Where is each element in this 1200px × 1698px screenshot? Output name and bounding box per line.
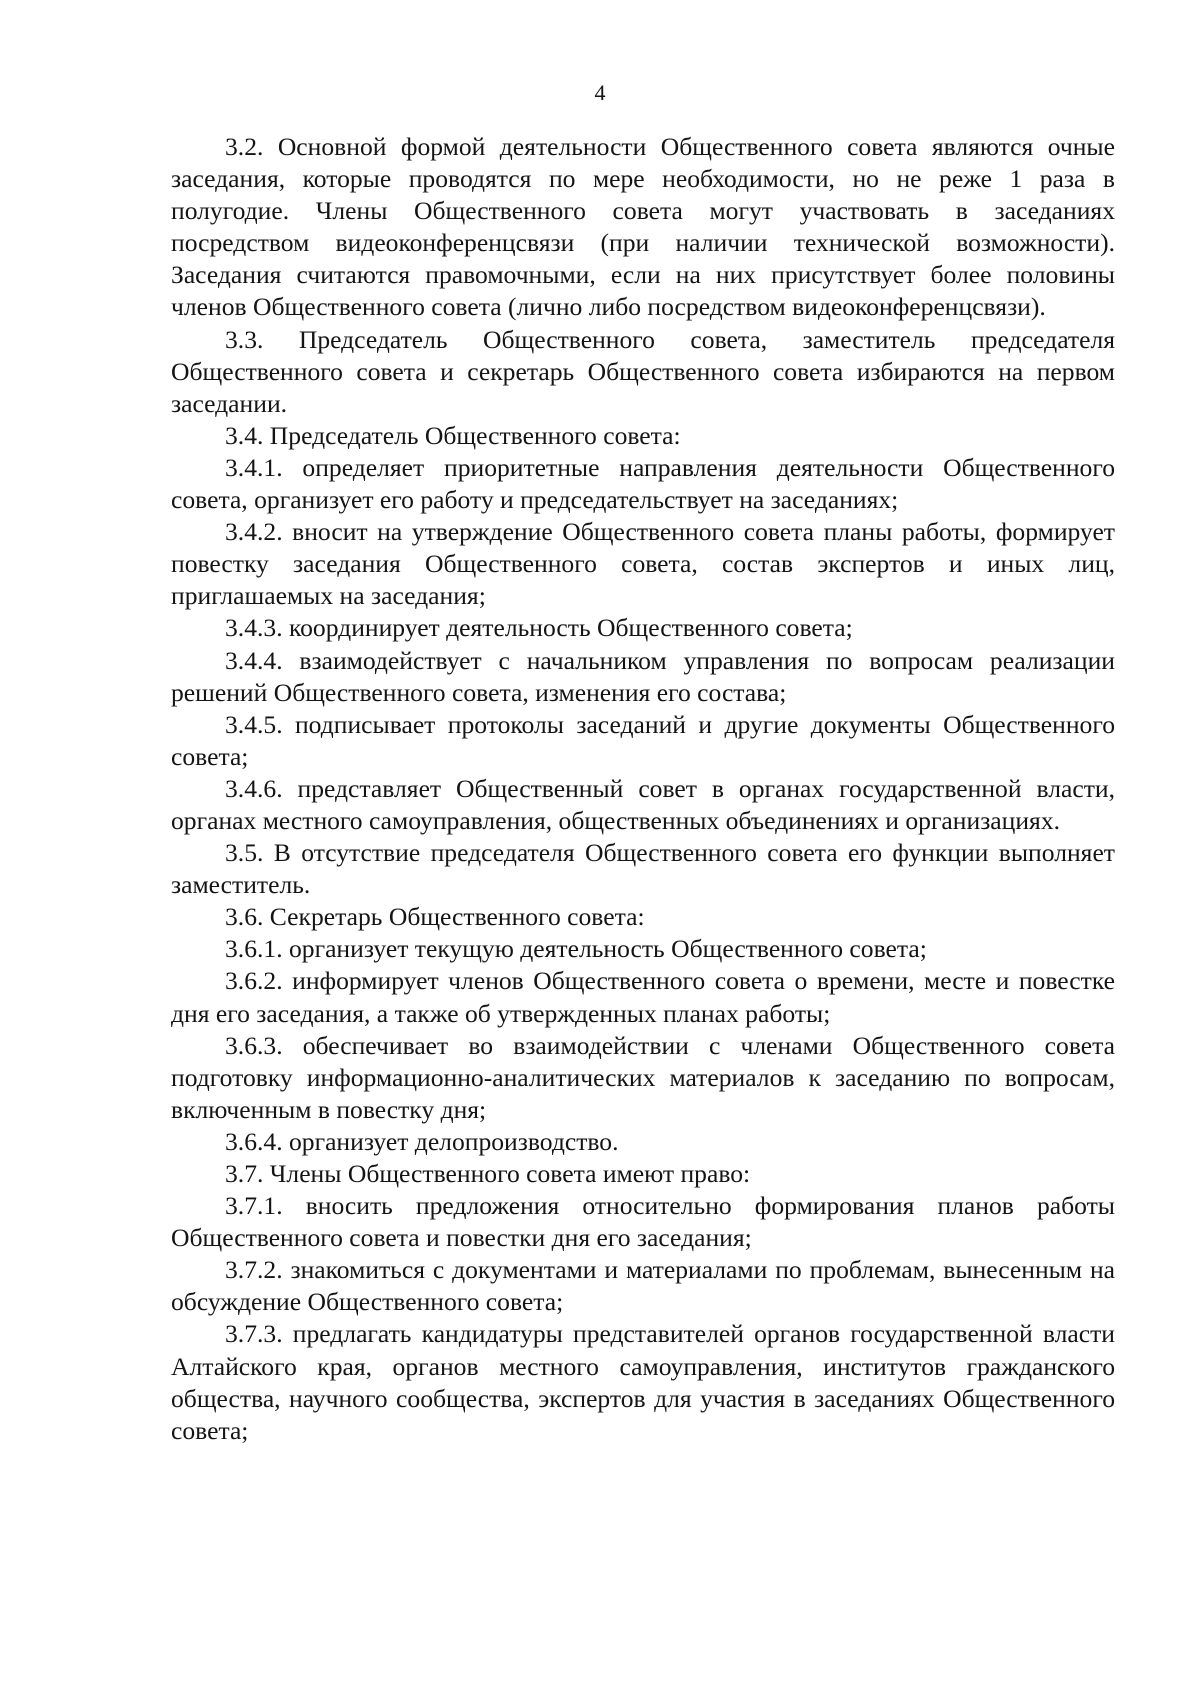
paragraph-3-6-2: 3.6.2. информирует членов Общественного совета о времени, месте и повестке дня его заседания, а также об утвержденных планах работы; bbox=[171, 966, 1115, 1028]
paragraph-3-7: 3.7. Члены Общественного совета имеют право: bbox=[225, 1159, 751, 1188]
paragraph-3-7-1: 3.7.1. вносить предложения относительно формирования планов работы Общественного совета и повестки дня его заседания; bbox=[171, 1191, 1115, 1253]
paragraph-3-6-4: 3.6.4. организует делопроизводство. bbox=[225, 1126, 619, 1156]
paragraph-3-4-2: 3.4.2. вносит на утверждение Общественного совета планы работы, формирует повестку заседания Общественного совета, состав экспертов и иных лиц, приглашаемых на заседания; bbox=[171, 517, 1115, 611]
paragraph-3-4-5: 3.4.5. подписывает протоколы заседаний и другие документы Общественного совета; bbox=[171, 709, 1115, 771]
document-body bbox=[171, 131, 1115, 1447]
paragraph-3-4-4: 3.4.4. взаимодействует с начальником управления по вопросам реализации решений Общественного совета, изменения его состава; bbox=[171, 645, 1115, 707]
paragraph-3-4-1: 3.4.1. определяет приоритетные направления деятельности Общественного совета, организует его работу и председательствует на заседаниях; bbox=[171, 452, 1115, 515]
page-number: 4 bbox=[594, 80, 606, 105]
paragraph-3-4-6: 3.4.6. представляет Общественный совет в органах государственной власти, органах местного самоуправления, общественных объединениях и организациях. bbox=[171, 773, 1115, 835]
paragraph-3-4-3: 3.4.3. координирует деятельность Общественного совета; bbox=[225, 613, 853, 643]
paragraph-3-4: 3.4. Председатель Общественного совета: bbox=[225, 420, 681, 450]
paragraph-3-7-3: 3.7.3. предлагать кандидатуры представителей органов государственной власти Алтайского края, органов местного самоуправления, институтов гражданского общества, научного сообщества, экспертов для участия в заседаниях Общественного совета; bbox=[171, 1319, 1115, 1445]
paragraph-3-6-3: 3.6.3. обеспечивает во взаимодействии с членами Общественного совета подготовку информационно-аналитических материалов к заседанию по вопросам, включенным в повестку дня; bbox=[171, 1030, 1115, 1124]
paragraph-3-3: 3.3. Председатель Общественного совета, заместитель председателя Общественного совета и секретарь Общественного совета избираются на первом заседании. bbox=[171, 324, 1115, 418]
paragraph-3-6-1: 3.6.1. организует текущую деятельность Общественного совета; bbox=[225, 934, 927, 964]
paragraph-3-7-2: 3.7.2. знакомиться с документами и материалами по проблемам, вынесенным на обсуждение Общественного совета; bbox=[171, 1255, 1115, 1317]
paragraph-3-5: 3.5. В отсутствие председателя Общественного совета его функции выполняет заместитель. bbox=[171, 838, 1115, 900]
paragraph-3-6: 3.6. Секретарь Общественного совета: bbox=[225, 902, 645, 932]
paragraph-3-2: 3.2. Основной формой деятельности Общественного совета являются очные заседания, которые проводятся по мере необходимости, но не реже 1 раза в полугодие. Члены Общественного совета могут участвовать в заседаниях посредством видеоконференцсвязи (при наличии технической возможности). Заседания считаются правомочными, если на них присутствует более половины членов Общественного совета (лично либо посредством видеоконференцсвязи). bbox=[171, 132, 1115, 322]
